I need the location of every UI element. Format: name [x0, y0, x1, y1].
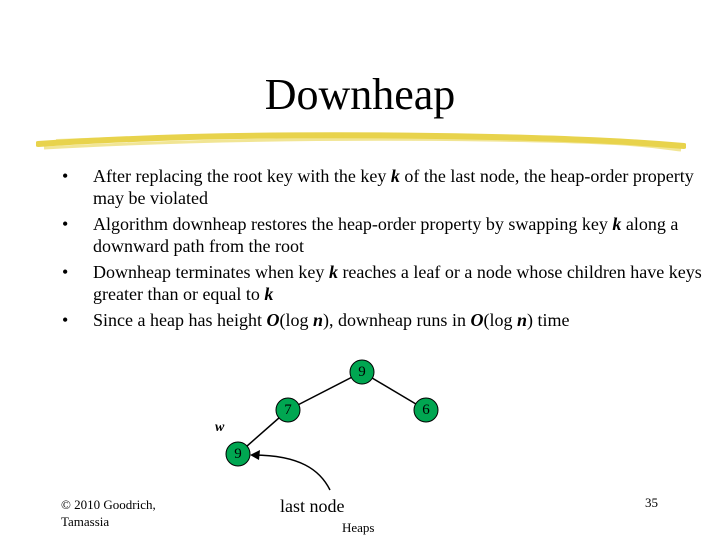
- bullet-text: After replacing the root key with the key: [93, 166, 391, 186]
- w-label: w: [215, 420, 225, 435]
- bullet-text: (log: [483, 310, 517, 330]
- page-number: 35: [645, 495, 658, 510]
- bullet-marker: •: [62, 214, 69, 234]
- bullet-emphasis: n: [516, 310, 527, 330]
- bullet-emphasis: k: [390, 166, 400, 186]
- bullet-text: Since a heap has height: [93, 310, 267, 330]
- node-key-left: 7: [284, 402, 292, 418]
- bullet-text: of the last node, the heap-order property may be violated: [93, 166, 694, 208]
- bullet-emphasis: k: [612, 214, 622, 234]
- bullet-emphasis: O: [470, 310, 484, 330]
- node-key-last: 9: [234, 446, 242, 462]
- last-node-label: last node: [280, 496, 345, 516]
- bullet-marker: •: [62, 166, 69, 186]
- bullet-emphasis: k: [264, 284, 274, 304]
- bullet-text: Downheap terminates when key: [93, 262, 329, 282]
- footer-copyright: © 2010 Goodrich, Tamassia: [61, 497, 156, 529]
- bullet-text: ), downheap runs in: [322, 310, 471, 330]
- bullet-emphasis: O: [266, 310, 280, 330]
- bullet-marker: •: [62, 262, 69, 282]
- arrowhead: [250, 450, 260, 460]
- bullet-emphasis: k: [328, 262, 338, 282]
- node-key-root: 9: [358, 364, 366, 380]
- bullet-text: (log: [279, 310, 313, 330]
- last-node-arrow: [252, 455, 330, 490]
- bullet-text: along a downward path from the root: [93, 214, 679, 256]
- bullet-text: ) time: [526, 310, 570, 330]
- slide-title: Downheap: [264, 70, 456, 119]
- bullet-marker: •: [62, 310, 69, 330]
- node-key-right: 6: [422, 402, 430, 418]
- footer-title: Heaps: [342, 520, 375, 535]
- bullet-emphasis: n: [312, 310, 323, 330]
- bullet-text: Algorithm downheap restores the heap-order property by swapping key: [93, 214, 613, 234]
- bullet-text: reaches a leaf or a node whose children have keys greater than or equal to: [93, 262, 702, 304]
